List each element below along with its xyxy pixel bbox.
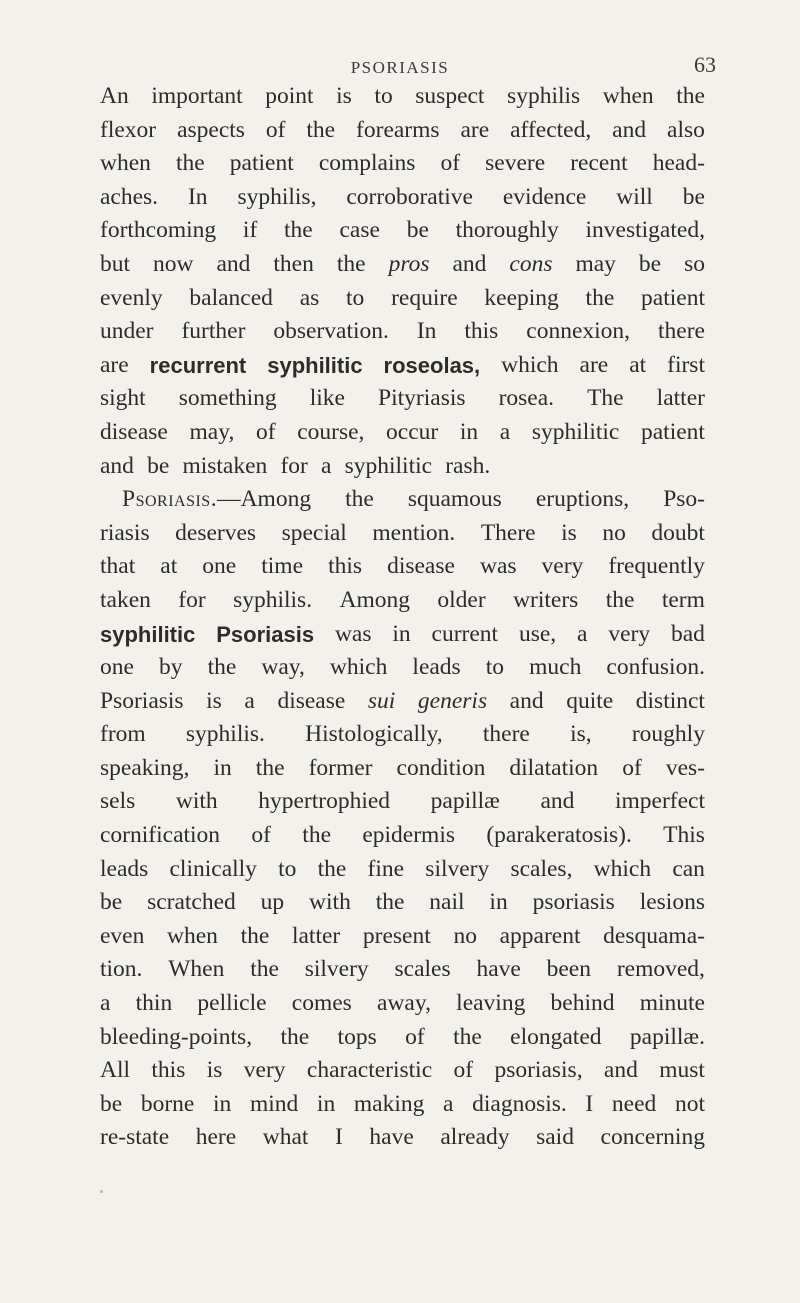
word: the [284, 217, 313, 244]
word: diagnosis. [472, 1090, 567, 1117]
word: bleeding-points, [100, 1023, 253, 1050]
word: pellicle [197, 990, 267, 1017]
word: of [251, 822, 271, 849]
text-line [100, 349, 705, 383]
word: of [405, 1023, 425, 1050]
word: quite [566, 687, 614, 714]
word: An [100, 83, 129, 109]
word: the [585, 284, 615, 311]
text-line [100, 819, 705, 853]
word: apparent [499, 922, 581, 949]
word: the [676, 83, 705, 109]
word: Psoriasis [216, 621, 315, 647]
word: recent [570, 150, 628, 177]
word: removed, [616, 956, 705, 983]
word: ves- [665, 754, 705, 781]
word: there [482, 721, 530, 748]
word: with [175, 788, 218, 815]
word: leads [412, 654, 461, 681]
word: re-state [100, 1124, 170, 1151]
word: Among [339, 586, 410, 613]
word: this [464, 318, 499, 345]
text-line [100, 853, 705, 887]
word: complains [318, 150, 416, 177]
text-line [100, 517, 705, 551]
page-number: 63 [694, 52, 716, 77]
word: All [100, 1057, 131, 1084]
word: at [629, 351, 647, 378]
word: is [206, 1057, 223, 1084]
word: said [536, 1124, 574, 1151]
word: older [437, 586, 486, 613]
word: the [375, 889, 405, 916]
word: balanced [189, 284, 273, 311]
word: In [416, 318, 437, 345]
word: this [151, 1057, 186, 1084]
word: pros [388, 250, 430, 277]
word: mention. [372, 519, 456, 546]
word: bad [670, 620, 705, 647]
word: course, [297, 418, 365, 445]
word: borne [140, 1090, 195, 1117]
word: the [280, 1023, 310, 1050]
word: of [440, 150, 461, 177]
word: eruptions, [535, 486, 630, 513]
word: taken [100, 586, 151, 613]
word: the [453, 1023, 482, 1050]
word: affected, [510, 116, 592, 143]
word: have [369, 1124, 414, 1151]
word: silvery [425, 855, 490, 882]
word: evidence [502, 183, 587, 210]
word: lesions [639, 889, 705, 916]
text-line [100, 1054, 705, 1088]
word: roseolas, [383, 352, 481, 378]
word: is [206, 687, 222, 714]
word: doubt [651, 519, 705, 546]
word: mind [249, 1090, 299, 1117]
word: the [345, 486, 374, 513]
word: connexion, [526, 318, 631, 345]
word: been [546, 956, 591, 983]
word: the [255, 754, 285, 781]
word: use, [518, 620, 557, 647]
word: is [336, 83, 352, 109]
word: forthcoming [100, 217, 217, 244]
text-line [100, 450, 705, 484]
word: no [453, 922, 477, 949]
word: as [299, 284, 320, 311]
word: must [659, 1057, 705, 1084]
word: in [213, 1090, 232, 1117]
text-line [100, 953, 705, 987]
word: in [392, 620, 411, 647]
word: away, [377, 990, 431, 1017]
word: something [178, 385, 277, 412]
word: special [281, 519, 347, 546]
word: There [480, 519, 536, 546]
text-line [100, 147, 705, 181]
word: which [329, 654, 388, 681]
word: frequently [608, 553, 705, 580]
word: was [479, 553, 517, 580]
body-text [100, 80, 705, 1155]
word: nail [429, 889, 465, 916]
word: is, [570, 721, 592, 748]
word: of [622, 754, 642, 781]
word: clinically [169, 855, 257, 882]
word: is [561, 519, 577, 546]
word: rosea. [498, 385, 555, 412]
paper-speck [100, 1190, 103, 1193]
word: one [202, 553, 237, 580]
word: tops [337, 1023, 377, 1050]
text-line [100, 382, 705, 416]
text-line [100, 1021, 705, 1055]
word: patient [641, 284, 705, 311]
word: The [587, 385, 624, 412]
word: from [100, 721, 146, 748]
word: in [459, 418, 479, 445]
word: and [100, 452, 134, 479]
word: speaking, [100, 754, 190, 781]
word: head- [652, 150, 705, 177]
word: desquama- [603, 922, 705, 949]
word: confusion. [606, 654, 705, 681]
word: for [178, 586, 206, 613]
text-line [100, 920, 705, 954]
word: so [684, 250, 705, 277]
word: important [151, 83, 243, 109]
word: papillæ [430, 788, 500, 815]
word: sight [100, 385, 146, 412]
word: this [328, 553, 363, 580]
text-line [100, 248, 705, 282]
text-line [100, 483, 705, 517]
word: behind [550, 990, 615, 1017]
word: fine [367, 855, 405, 882]
word: forearms [356, 116, 440, 143]
word: be [682, 183, 705, 210]
word: hypertrophied [258, 788, 391, 815]
word: patient [641, 418, 705, 445]
word: one [100, 654, 134, 681]
word: are [100, 351, 129, 378]
word: no [602, 519, 626, 546]
text-line [100, 1088, 705, 1122]
word: syphilitic [344, 452, 433, 479]
word: a [321, 452, 332, 479]
word: be [147, 452, 170, 479]
word: syphilitic [531, 418, 620, 445]
word: much [529, 654, 582, 681]
word: there [658, 318, 705, 345]
word: making [353, 1090, 425, 1117]
word: case [339, 217, 380, 244]
word: (parakeratosis). [486, 822, 632, 849]
text-line [100, 282, 705, 316]
word: papillæ. [629, 1023, 705, 1050]
word: scales [394, 956, 451, 983]
word: silvery [304, 956, 369, 983]
word: and [509, 687, 544, 714]
text-line [100, 214, 705, 248]
word: former [308, 754, 373, 781]
text-line [100, 550, 705, 584]
word: at [160, 553, 178, 580]
word: in [489, 889, 508, 916]
word: latter [656, 385, 705, 412]
text-line [100, 114, 705, 148]
word: flexor [100, 116, 157, 143]
word: roughly [631, 721, 705, 748]
word: syphilis, [237, 183, 317, 210]
word: by [159, 654, 183, 681]
word: term [661, 586, 705, 613]
word: riasis [100, 519, 150, 546]
word: the [605, 586, 635, 613]
word: if [242, 217, 258, 244]
word: was [334, 620, 372, 647]
word: scales, [510, 855, 573, 882]
text-line [100, 181, 705, 215]
word: can [672, 855, 705, 882]
word: when [100, 150, 151, 177]
word: now [153, 250, 194, 277]
word: of [255, 418, 276, 445]
word: the [336, 250, 366, 277]
word: recurrent [149, 352, 247, 378]
word: are [460, 116, 490, 143]
word: sels [100, 788, 136, 815]
word: dilatation [509, 754, 599, 781]
word: the [207, 654, 237, 681]
text-line [100, 785, 705, 819]
word: and [452, 250, 487, 277]
word: which [593, 855, 652, 882]
word: leads [100, 855, 149, 882]
word: further [181, 318, 246, 345]
word: but [100, 250, 131, 277]
word: scratched [147, 889, 236, 916]
word: squamous [407, 486, 502, 513]
word: patient [229, 150, 294, 177]
word: evenly [100, 284, 163, 311]
word: in [213, 754, 232, 781]
word: Psoriasis.—Among [122, 486, 312, 513]
word: a [244, 687, 255, 714]
word: that [100, 553, 136, 580]
word: to [278, 855, 297, 882]
word: will [616, 183, 653, 210]
word: in [316, 1090, 336, 1117]
word: point [265, 83, 314, 109]
word: and [603, 1057, 638, 1084]
word: be [100, 889, 123, 916]
word: disease [277, 687, 346, 714]
word: a [100, 990, 111, 1017]
word: then [273, 250, 314, 277]
word: and [216, 250, 251, 277]
word: Histologically, [305, 721, 443, 748]
word: occur [386, 418, 439, 445]
text-line [100, 315, 705, 349]
word: already [440, 1124, 510, 1151]
word: may [575, 250, 616, 277]
word: Pityriasis [378, 385, 466, 412]
word: and [612, 116, 647, 143]
word: the [175, 150, 205, 177]
word: require [391, 284, 458, 311]
word: are [579, 351, 609, 378]
word: which [501, 351, 559, 378]
word: to [485, 654, 505, 681]
word: be [100, 1090, 123, 1117]
word: epidermis [362, 822, 456, 849]
word: the [240, 922, 270, 949]
word: time [261, 553, 304, 580]
word: I [585, 1090, 594, 1117]
word: comes [291, 990, 352, 1017]
word: when [167, 922, 218, 949]
text-line [100, 718, 705, 752]
word: a [443, 1090, 454, 1117]
running-title: PSORIASIS [350, 58, 450, 77]
word: a [577, 620, 588, 647]
word: under [100, 318, 154, 345]
word: what [262, 1124, 309, 1151]
word: not [674, 1090, 705, 1117]
word: generis [417, 687, 488, 714]
word: latter [291, 922, 341, 949]
word: suspect [415, 83, 485, 109]
word: cons [509, 250, 553, 277]
word: need [611, 1090, 657, 1117]
word: aspects [177, 116, 245, 143]
word: a [499, 418, 511, 445]
word: This [663, 822, 705, 849]
word: condition [396, 754, 486, 781]
word: even [100, 922, 145, 949]
word: imperfect [614, 788, 705, 815]
word: have [476, 956, 521, 983]
word: leaving [456, 990, 526, 1017]
word: characteristic [306, 1057, 433, 1084]
word: distinct [635, 687, 705, 714]
word: keeping [484, 284, 559, 311]
text-line [100, 685, 705, 719]
word: In [187, 183, 208, 210]
word: syphilitic [100, 621, 196, 647]
word: severe [485, 150, 546, 177]
word: with [309, 889, 351, 916]
word: Pso- [663, 486, 705, 513]
word: be [638, 250, 662, 277]
word: for [280, 452, 308, 479]
word: and [540, 788, 575, 815]
word: When [168, 956, 225, 983]
word: very [243, 1057, 286, 1084]
word: first [667, 351, 705, 378]
word: also [667, 116, 705, 143]
word: syphilis. [233, 586, 313, 613]
word: of [453, 1057, 474, 1084]
word: cornification [100, 822, 221, 849]
word: mistaken [182, 452, 268, 479]
word: be [406, 217, 429, 244]
word: observation. [273, 318, 389, 345]
text-line [100, 752, 705, 786]
word: deserves [175, 519, 257, 546]
word: minute [639, 990, 705, 1017]
word: rash. [445, 452, 491, 479]
word: the [317, 855, 347, 882]
word: thoroughly [455, 217, 559, 244]
text-line [100, 651, 705, 685]
word: aches. [100, 183, 159, 210]
word: up [260, 889, 285, 916]
word: when [602, 83, 654, 109]
word: to [374, 83, 393, 109]
text-line [100, 987, 705, 1021]
text-line [100, 618, 705, 652]
word: the [250, 956, 279, 983]
word: tion. [100, 956, 143, 983]
text-line [100, 416, 705, 450]
word: sui [367, 687, 396, 714]
word: very [541, 553, 584, 580]
word: concerning [600, 1124, 705, 1151]
word: here [195, 1124, 237, 1151]
word: the [306, 116, 336, 143]
word: writers [513, 586, 579, 613]
word: syphilis [507, 83, 581, 109]
word: syphilis. [185, 721, 265, 748]
word: current [431, 620, 499, 647]
text-line [100, 1121, 705, 1155]
word: like [309, 385, 345, 412]
text-line [100, 80, 705, 114]
word: Psoriasis [100, 687, 184, 714]
word: investigated, [585, 217, 705, 244]
word: way, [261, 654, 305, 681]
word: to [346, 284, 365, 311]
word: thin [135, 990, 173, 1017]
word: may, [189, 418, 235, 445]
word: psoriasis [532, 889, 615, 916]
word: syphilitic [267, 352, 363, 378]
word: I [335, 1124, 343, 1151]
text-line [100, 584, 705, 618]
word: disease [100, 418, 168, 445]
word: present [362, 922, 431, 949]
word: the [302, 822, 332, 849]
word: disease [387, 553, 455, 580]
word: elongated [510, 1023, 602, 1050]
word: psoriasis, [494, 1057, 583, 1084]
word: of [265, 116, 286, 143]
word: very [608, 620, 651, 647]
word: corroborative [346, 183, 473, 210]
text-line [100, 886, 705, 920]
